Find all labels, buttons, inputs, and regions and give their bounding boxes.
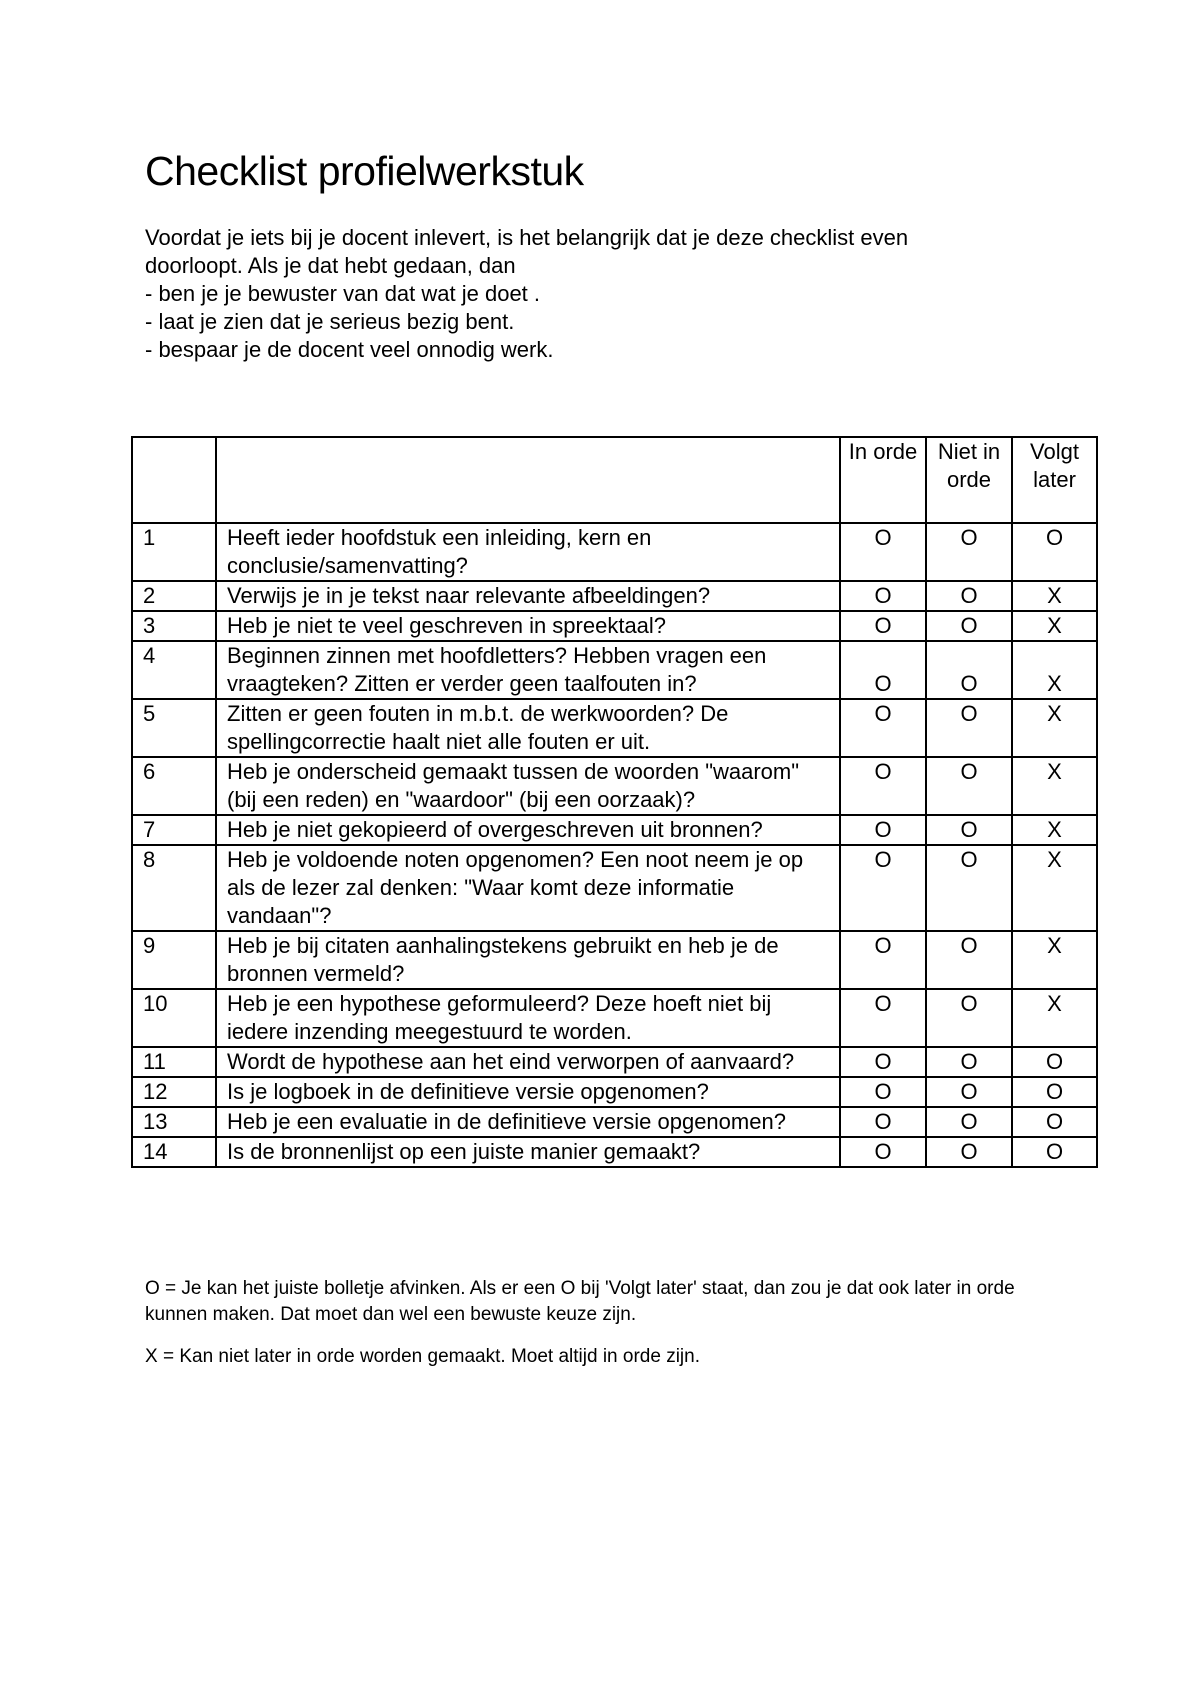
mark-volgt-later[interactable]: X bbox=[1012, 845, 1097, 931]
header-niet-in-orde: Niet in orde bbox=[926, 437, 1012, 523]
row-question: Heb je bij citaten aanhalingstekens gebruikt en heb je de bronnen vermeld? bbox=[216, 931, 840, 989]
mark-in-orde[interactable]: O bbox=[840, 641, 926, 699]
table-row bbox=[132, 1047, 1097, 1077]
intro-line: doorloopt. Als je dat hebt gedaan, dan bbox=[145, 253, 516, 278]
row-question: Heb je een evaluatie in de definitieve versie opgenomen? bbox=[216, 1107, 840, 1137]
row-number: 11 bbox=[132, 1047, 216, 1077]
mark-volgt-later[interactable]: O bbox=[1012, 1107, 1097, 1137]
intro-line: - laat je zien dat je serieus bezig bent. bbox=[145, 309, 515, 334]
mark-in-orde[interactable]: O bbox=[840, 989, 926, 1047]
mark-in-orde[interactable]: O bbox=[840, 931, 926, 989]
mark-niet-in-orde[interactable]: O bbox=[926, 641, 1012, 699]
row-number: 7 bbox=[132, 815, 216, 845]
row-number: 14 bbox=[132, 1137, 216, 1167]
mark-in-orde[interactable]: O bbox=[840, 757, 926, 815]
mark-volgt-later[interactable]: X bbox=[1012, 931, 1097, 989]
row-number: 2 bbox=[132, 581, 216, 611]
table-row bbox=[132, 1137, 1097, 1167]
mark-volgt-later[interactable]: O bbox=[1012, 1047, 1097, 1077]
mark-niet-in-orde[interactable]: O bbox=[926, 815, 1012, 845]
row-question: Heb je een hypothese geformuleerd? Deze hoeft niet bij iedere inzending meegestuurd te worden. bbox=[216, 989, 840, 1047]
row-number: 4 bbox=[132, 641, 216, 699]
mark-volgt-later[interactable]: X bbox=[1012, 757, 1097, 815]
row-question: Is je logboek in de definitieve versie opgenomen? bbox=[216, 1077, 840, 1107]
table-row bbox=[132, 1107, 1097, 1137]
mark-volgt-later[interactable]: X bbox=[1012, 581, 1097, 611]
row-question: Heb je onderscheid gemaakt tussen de woorden "waarom" (bij een reden) en "waardoor" (bij een oorzaak)? bbox=[216, 757, 840, 815]
row-number: 9 bbox=[132, 931, 216, 989]
row-question: Zitten er geen fouten in m.b.t. de werkwoorden? De spellingcorrectie haalt niet alle fouten er uit. bbox=[216, 699, 840, 757]
checklist-table bbox=[131, 436, 1098, 1168]
header-volgt-later: Volgt later bbox=[1012, 437, 1097, 523]
table-row bbox=[132, 611, 1097, 641]
mark-niet-in-orde[interactable]: O bbox=[926, 1137, 1012, 1167]
mark-in-orde[interactable]: O bbox=[840, 815, 926, 845]
intro-line: - ben je je bewuster van dat wat je doet . bbox=[145, 281, 541, 306]
intro-text bbox=[145, 224, 1045, 364]
mark-in-orde[interactable]: O bbox=[840, 523, 926, 581]
row-number: 10 bbox=[132, 989, 216, 1047]
table-row bbox=[132, 699, 1097, 757]
table-row bbox=[132, 931, 1097, 989]
mark-niet-in-orde[interactable]: O bbox=[926, 1107, 1012, 1137]
page-title: Checklist profielwerkstuk bbox=[145, 148, 584, 194]
mark-volgt-later[interactable]: O bbox=[1012, 1137, 1097, 1167]
row-number: 6 bbox=[132, 757, 216, 815]
row-question: Is de bronnenlijst op een juiste manier gemaakt? bbox=[216, 1137, 840, 1167]
table-row bbox=[132, 989, 1097, 1047]
row-number: 1 bbox=[132, 523, 216, 581]
mark-niet-in-orde[interactable]: O bbox=[926, 581, 1012, 611]
table-row bbox=[132, 523, 1097, 581]
legend-x: X = Kan niet later in orde worden gemaakt. Moet altijd in orde zijn. bbox=[145, 1346, 700, 1367]
table-row bbox=[132, 845, 1097, 931]
row-question: Wordt de hypothese aan het eind verworpen of aanvaard? bbox=[216, 1047, 840, 1077]
table-row bbox=[132, 757, 1097, 815]
mark-in-orde[interactable]: O bbox=[840, 1077, 926, 1107]
row-number: 8 bbox=[132, 845, 216, 931]
mark-in-orde[interactable]: O bbox=[840, 611, 926, 641]
mark-in-orde[interactable]: O bbox=[840, 1107, 926, 1137]
table-row bbox=[132, 1077, 1097, 1107]
mark-niet-in-orde[interactable]: O bbox=[926, 931, 1012, 989]
legend-notes bbox=[145, 1276, 1045, 1370]
mark-in-orde[interactable]: O bbox=[840, 1047, 926, 1077]
row-question: Heb je voldoende noten opgenomen? Een noot neem je op als de lezer zal denken: "Waar komt deze informatie vandaan"? bbox=[216, 845, 840, 931]
row-number: 12 bbox=[132, 1077, 216, 1107]
mark-in-orde[interactable]: O bbox=[840, 581, 926, 611]
row-number: 3 bbox=[132, 611, 216, 641]
table-row bbox=[132, 581, 1097, 611]
header-in-orde: In orde bbox=[840, 437, 926, 523]
mark-niet-in-orde[interactable]: O bbox=[926, 757, 1012, 815]
mark-niet-in-orde[interactable]: O bbox=[926, 523, 1012, 581]
mark-niet-in-orde[interactable]: O bbox=[926, 611, 1012, 641]
row-question: Beginnen zinnen met hoofdletters? Hebben vragen een vraagteken? Zitten er verder geen taalfouten in? bbox=[216, 641, 840, 699]
row-question: Verwijs je in je tekst naar relevante afbeeldingen? bbox=[216, 581, 840, 611]
header-question-cell bbox=[216, 437, 840, 523]
mark-volgt-later[interactable]: O bbox=[1012, 523, 1097, 581]
row-number: 13 bbox=[132, 1107, 216, 1137]
mark-in-orde[interactable]: O bbox=[840, 699, 926, 757]
intro-line: Voordat je iets bij je docent inlevert, is het belangrijk dat je deze checklist even bbox=[145, 225, 909, 250]
mark-volgt-later[interactable]: X bbox=[1012, 989, 1097, 1047]
intro-line: - bespaar je de docent veel onnodig werk. bbox=[145, 337, 554, 362]
row-question: Heb je niet te veel geschreven in spreektaal? bbox=[216, 611, 840, 641]
table-row bbox=[132, 815, 1097, 845]
mark-volgt-later[interactable]: X bbox=[1012, 699, 1097, 757]
row-question: Heeft ieder hoofdstuk een inleiding, kern en conclusie/samenvatting? bbox=[216, 523, 840, 581]
row-number: 5 bbox=[132, 699, 216, 757]
mark-niet-in-orde[interactable]: O bbox=[926, 989, 1012, 1047]
table-row bbox=[132, 641, 1097, 699]
mark-niet-in-orde[interactable]: O bbox=[926, 1047, 1012, 1077]
mark-in-orde[interactable]: O bbox=[840, 1137, 926, 1167]
header-number-cell bbox=[132, 437, 216, 523]
mark-volgt-later[interactable]: X bbox=[1012, 815, 1097, 845]
mark-volgt-later[interactable]: X bbox=[1012, 611, 1097, 641]
table-header-row bbox=[132, 437, 1097, 523]
legend-o: O = Je kan het juiste bolletje afvinken. Als er een O bij 'Volgt later' staat, dan zou je dat ook later in orde kunnen maken. Dat moet dan wel een bewuste keuze zijn. bbox=[145, 1278, 1015, 1325]
mark-niet-in-orde[interactable]: O bbox=[926, 845, 1012, 931]
mark-niet-in-orde[interactable]: O bbox=[926, 1077, 1012, 1107]
mark-volgt-later[interactable]: O bbox=[1012, 1077, 1097, 1107]
mark-volgt-later[interactable]: X bbox=[1012, 641, 1097, 699]
mark-in-orde[interactable]: O bbox=[840, 845, 926, 931]
row-question: Heb je niet gekopieerd of overgeschreven uit bronnen? bbox=[216, 815, 840, 845]
mark-niet-in-orde[interactable]: O bbox=[926, 699, 1012, 757]
